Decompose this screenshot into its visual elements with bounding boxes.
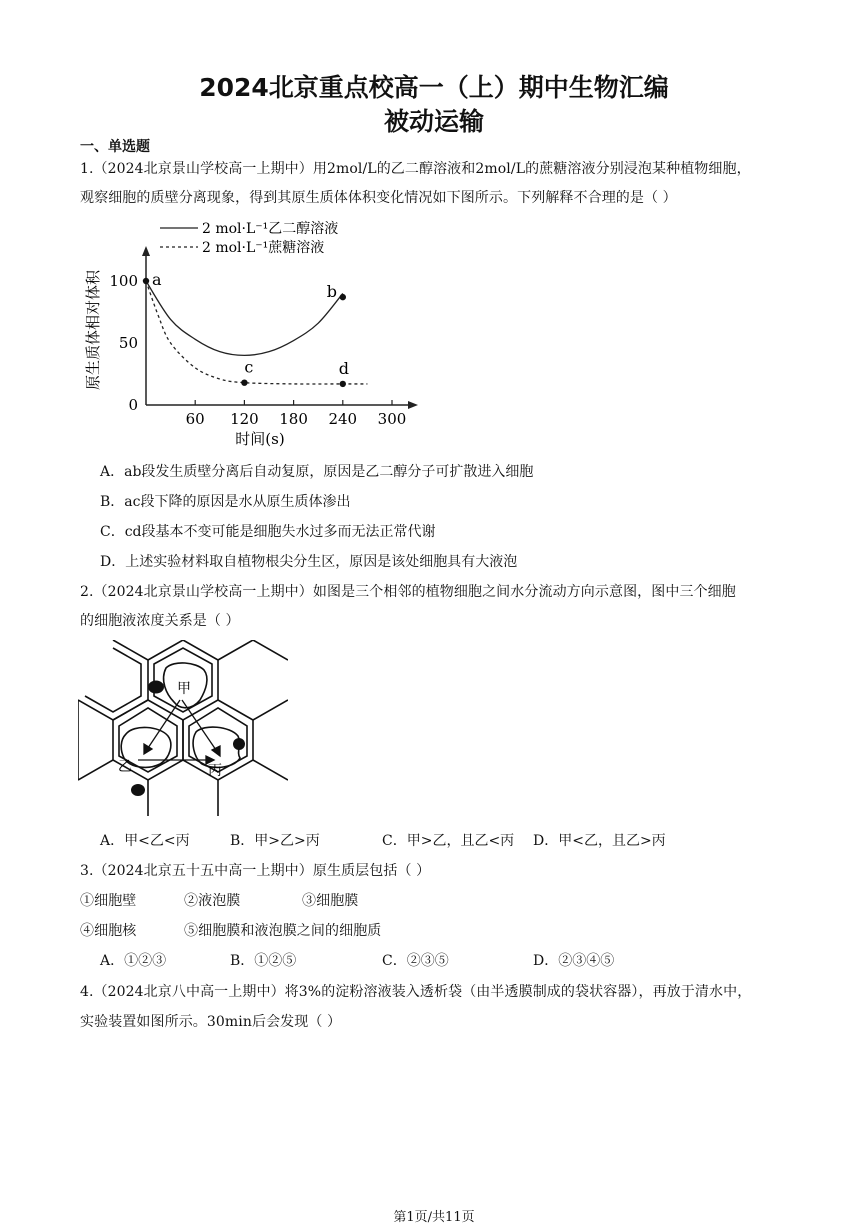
y-tick-label: 50 [118,334,138,352]
nucleus-jia [148,681,164,694]
q1-option-b[interactable]: B．ac段下降的原因是水从原生质体渗出 [100,494,351,510]
cell-wall-left-bottom [78,760,113,780]
question-3-line-1: 3.（2024北京五十五中高一上期中）原生质层包括（ ） [80,863,431,879]
q3-item-2: ②液泡膜 [184,893,241,909]
q3-item-3: ③细胞膜 [302,893,359,909]
page-footer: 第1页/共11页 [393,1210,475,1225]
arrow-head-jia-to-yi [144,744,152,754]
q3-option-b[interactable]: B．①②⑤ [230,953,297,969]
point-label-a: a [152,270,162,289]
question-2-line-2: 的细胞液浓度关系是（ ） [80,613,240,629]
point-d [340,381,346,387]
point-label-c: c [244,357,254,377]
cell-label-bing: 丙 [208,763,222,779]
page-title: 2024北京重点校高一（上）期中生物汇编 [199,73,669,102]
q2-option-d[interactable]: D．甲<乙，且乙>丙 [533,833,666,849]
legend-label-ethylene-glycol: 2 mol·L⁻¹乙二醇溶液 [202,221,339,237]
x-axis-arrow [408,401,418,409]
point-b [340,294,346,300]
nucleus-yi [131,784,145,796]
arrow-jia-to-bing [182,700,216,750]
q2-option-c[interactable]: C．甲>乙，且乙<丙 [382,833,515,849]
q3-item-1: ①细胞壁 [80,893,137,909]
inner-wall-left-top [85,648,141,712]
point-label-b: b [326,282,338,302]
cell-label-jia: 甲 [177,681,191,697]
question-4-line-1: 4.（2024北京八中高一上期中）将3%的淀粉溶液装入透析袋（由半透膜制成的袋状容器），再放于清水中， [80,984,752,1000]
q2-option-b[interactable]: B．甲>乙>丙 [230,833,320,849]
x-tick-label: 60 [185,410,205,428]
q1-option-a[interactable]: A．ab段发生质壁分离后自动复原，原因是乙二醇分子可扩散进入细胞 [100,464,534,480]
legend-label-sucrose: 2 mol·L⁻¹蔗糖溶液 [202,240,325,256]
question-4-line-2: 实验装置如图所示。30min后会发现（ ） [80,1014,342,1030]
cell-label-yi: 乙 [118,759,132,775]
point-c [241,379,247,385]
point-label-d: d [338,358,350,378]
q2-option-a[interactable]: A．甲<乙<丙 [100,833,190,849]
x-axis-label: 时间(s) [235,430,285,448]
q3-option-a[interactable]: A．①②③ [100,953,167,969]
question-1-chart [78,212,438,452]
arrow-head-jia-to-bing [212,746,220,756]
section-heading: 一、单选题 [80,139,150,155]
cell-wall-right-mid [253,700,288,720]
q3-option-c[interactable]: C．②③⑤ [382,953,449,969]
y-tick-label: 0 [128,396,138,414]
cell-wall-right-top [218,640,288,660]
y-tick-label: 100 [109,272,138,290]
x-tick-label: 180 [279,410,308,428]
page-subtitle: 被动运输 [383,107,484,136]
x-tick-label: 240 [328,410,358,428]
question-1-line-2: 观察细胞的质壁分离现象，得到其原生质体体积变化情况如下图所示。下列解释不合理的是（ ） [80,190,677,206]
q3-item-5: ⑤细胞膜和液泡膜之间的细胞质 [184,923,382,939]
q1-option-d[interactable]: D．上述实验材料取自植物根尖分生区，原因是该处细胞具有大液泡 [100,554,518,570]
plant-cells-diagram [78,640,288,816]
series-ethylene-glycol-line [146,281,343,355]
cell-wall-left-top [78,640,148,720]
question-2-line-1: 2.（2024北京景山学校高一上期中）如图是三个相邻的植物细胞之间水分流动方向示意图，图中三个细胞 [80,584,736,600]
q3-item-4: ④细胞核 [80,923,137,939]
y-axis-arrow [142,246,150,256]
nucleus-bing [233,738,245,750]
x-tick-label: 300 [377,410,407,428]
question-1-line-1: 1.（2024北京景山学校高一上期中）用2mol/L的乙二醇溶液和2mol/L的蔗糖溶液分别浸泡某种植物细胞， [80,161,751,177]
point-a [143,278,149,284]
q3-option-d[interactable]: D．②③④⑤ [533,953,615,969]
cell-wall-right-bottom [253,760,288,780]
q1-option-c[interactable]: C．cd段基本不变可能是细胞失水过多而无法正常代谢 [100,524,436,540]
x-tick-label: 120 [230,410,259,428]
y-axis-label: 原生质体相对体积 [84,269,102,391]
